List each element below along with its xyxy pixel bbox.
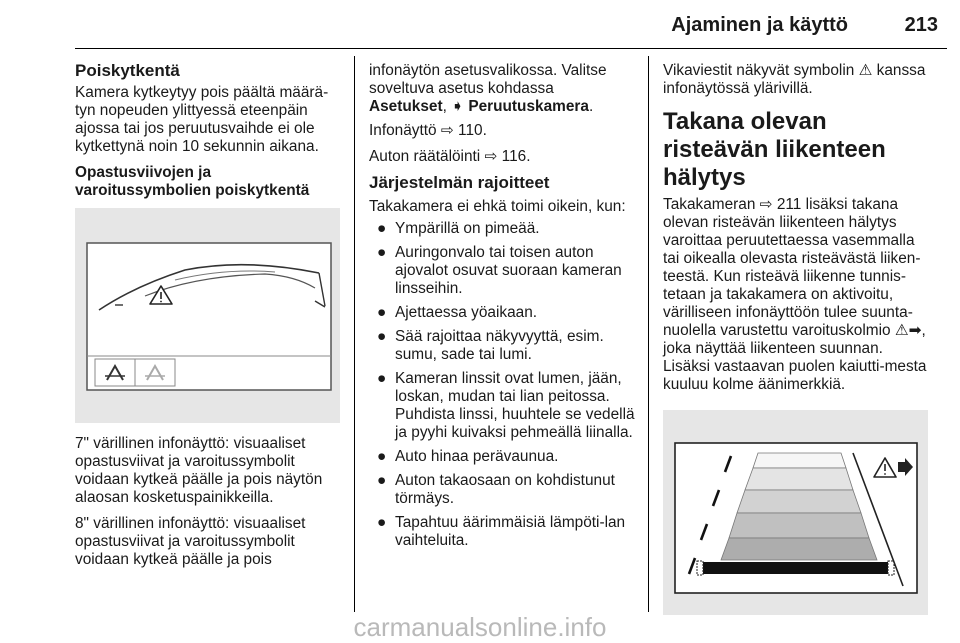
subheading: Opastusviivojen ja varoitussymbolien poiskytkentä: [75, 164, 310, 199]
menu-path-rear-camera: Peruutuskamera: [468, 98, 589, 115]
list-item-text: Tapahtuu äärimmäisiä lämpöti-lan vaihteluita.: [395, 514, 626, 549]
list-item: [369, 448, 637, 466]
page-number: 213: [904, 14, 938, 36]
rear-camera-cross-traffic-illustration: [663, 410, 928, 615]
list-item-text: Ajettaessa yöaikaan.: [395, 304, 538, 321]
list-item: [369, 304, 637, 322]
paragraph: 7" värillinen infonäyttö: visuaaliset opastusviivat ja varoitussymbolit voidaan kytkeä päälle ja pois näytön alaosan kosketuspainikkeilla.: [75, 435, 323, 506]
camera-display-illustration: [75, 208, 340, 423]
column-1: [75, 62, 340, 577]
section-heading-poiskytkenta: Poiskytkentä: [75, 61, 180, 80]
column-3: [663, 62, 928, 615]
list-item: [369, 328, 637, 364]
paragraph: 8" värillinen infonäyttö: visuaaliset opastusviivat ja varoitussymbolit voidaan kytkeä päälle ja pois: [75, 515, 306, 568]
cross-traffic-figure: [663, 410, 928, 615]
paragraph: Takakameran ⇨ 211 lisäksi takana olevan risteävän liikenteen hälytys varoittaa peruutettaessa vasemmalla tai oikealla olevasta risteävästä liiken-teestä. Kun risteävä liikenne tunnis-tetaan ja takakamera on aktivoitu, värilliseen infonäyttöön tulee suunta-nuolella varustettu varoituskolmio ⚠➡, joka näyttää liikenteen suunnan. Lisäksi vastaavan puolen kaiutti-mesta kuuluu kolme äänimerkkiä.: [663, 196, 927, 393]
paragraph: Kamera kytkeytyy pois päältä määrä-tyn nopeuden ylittyessä eteenpäin ajossa tai jos peruutusvaihde ei ole kytkettynä noin 10 sekunnin aikana.: [75, 84, 329, 155]
list-item-text: Auton takaosaan on kohdistunut törmäys.: [395, 472, 615, 507]
header-rule: [75, 48, 947, 49]
bullet-icon: ●: [377, 514, 387, 531]
list-item: [369, 220, 637, 238]
menu-path-settings: Asetukset: [369, 98, 443, 115]
column-divider-2: [648, 56, 649, 612]
footer-watermark: carmanualsonline.info: [353, 612, 607, 642]
bullet-icon: ●: [377, 220, 387, 237]
bullet-icon: ●: [377, 244, 387, 261]
list-item: [369, 514, 637, 550]
column-2: [369, 62, 637, 556]
paragraph: [369, 62, 637, 116]
bullet-icon: ●: [377, 328, 387, 345]
bullet-icon: ●: [377, 370, 387, 387]
list-item-text: Sää rajoittaa näkyvyyttä, esim. sumu, sade tai lumi.: [395, 328, 604, 363]
list-item: [369, 472, 637, 508]
paragraph: Vikaviestit näkyvät symbolin ⚠ kanssa infonäytössä ylärivillä.: [663, 62, 926, 97]
list-item: [369, 370, 637, 442]
camera-display-figure: [75, 208, 340, 423]
list-item: [369, 244, 637, 298]
section-heading-limitations: Järjestelmän rajoitteet: [369, 173, 550, 192]
section-heading-cross-traffic-alert: Takana olevan risteävän liikenteen hälytys: [663, 108, 886, 191]
paragraph: Takakamera ei ehkä toimi oikein, kun:: [369, 198, 626, 215]
column-divider-1: [354, 56, 355, 612]
menu-path-end: .: [588, 98, 594, 115]
page-header-title: Ajaminen ja käyttö: [671, 14, 848, 36]
list-item-text: Auringonvalo tai toisen auton ajovalot osuvat suoraan kameran linsseihin.: [395, 244, 622, 297]
cross-reference: Infonäyttö ⇨ 110.: [369, 122, 487, 139]
bullet-icon: ●: [377, 472, 387, 489]
limitations-list: [369, 220, 637, 550]
list-item-text: Kameran linssit ovat lumen, jään, loskan, mudan tai lian peitossa. Puhdista linssi, huuhtele se vedellä ja pyyhi kuivaksi pehmeällä liinalla.: [395, 370, 635, 441]
cross-reference: Auton räätälöinti ⇨ 116.: [369, 148, 531, 165]
paragraph-text: infonäytön asetusvalikossa. Valitse soveltuva asetus kohdassa: [369, 62, 607, 97]
list-item-text: Auto hinaa perävaunua.: [395, 448, 559, 465]
list-item-text: Ympärillä on pimeää.: [395, 220, 540, 237]
menu-path-separator: , ➧: [442, 98, 469, 115]
bullet-icon: ●: [377, 304, 387, 321]
bullet-icon: ●: [377, 448, 387, 465]
